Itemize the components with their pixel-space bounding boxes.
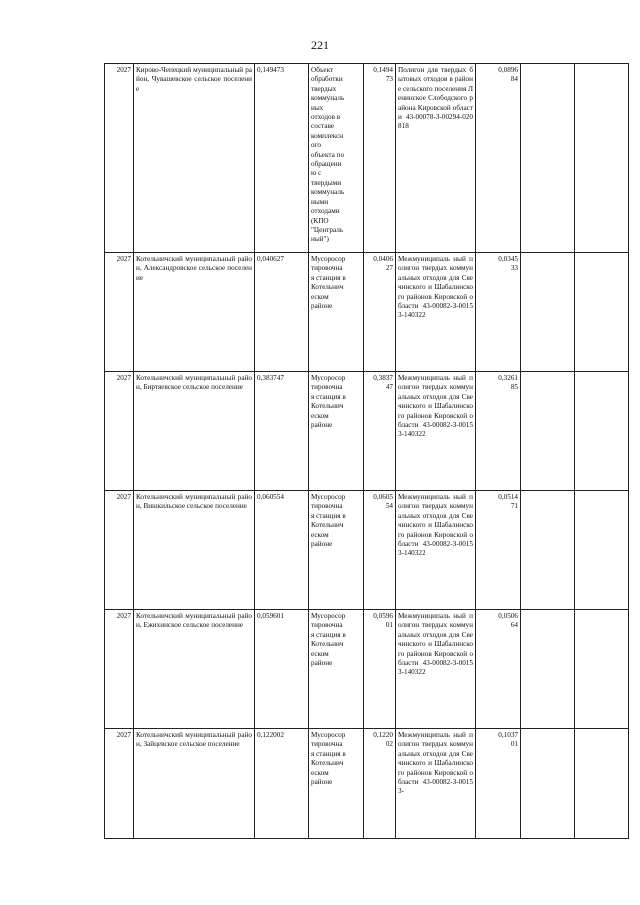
destination-cell: Полигон для твердых бытовых отходов в районе сельского поселения Ленинское Слободского района Кировской области 43-00078-З-00294-020818 (396, 64, 476, 253)
empty-cell (521, 64, 575, 253)
table-row (105, 64, 629, 253)
municipality-cell: Котельничский муниципальный район, Вишкильское сельское поселение (134, 491, 255, 610)
disposed-mass-cell: 0,0345 33 (476, 253, 521, 372)
empty-cell (575, 491, 629, 610)
year-cell: 2027 (105, 491, 134, 610)
destination-cell: Межмуниципаль ный полигон твердых коммунальных отходов для Свечинского и Шабалинского районов Кировской области 43-00082-З-00153-140322 (396, 491, 476, 610)
destination-cell: Межмуниципаль ный полигон твердых коммунальных отходов для Свечинского и Шабалинского районов Кировской области 43-00082-З-00153-140322 (396, 372, 476, 491)
destination-cell: Межмуниципаль ный полигон твердых коммунальных отходов для Свечинского и Шабалинского районов Кировской области 43-00082-З-00153-140322 (396, 253, 476, 372)
year-cell: 2027 (105, 610, 134, 729)
processing-object-cell: Мусоросор тировочна я станция в Котельнич еском районе (309, 372, 364, 491)
municipality-cell: Котельничский муниципальный район, Александровское сельское поселение (134, 253, 255, 372)
processing-object-cell: Объект обработки твердых коммуналь ных отходов в составе комплексн ого объекта по обращени ю с твердыми коммуналь ными отходами (КПО "Централь ный") (309, 64, 364, 253)
municipality-cell: Котельничский муниципальный район, Ежихинское сельское поселение (134, 610, 255, 729)
waste-mass-cell: 0,122002 (255, 729, 309, 839)
empty-cell (521, 253, 575, 372)
disposed-mass-cell: 0,1037 01 (476, 729, 521, 839)
processing-object-cell: Мусоросор тировочна я станция в Котельнич еском районе (309, 610, 364, 729)
waste-flow-table (104, 63, 629, 839)
empty-cell (521, 491, 575, 610)
empty-cell (521, 372, 575, 491)
municipality-cell: Кирово-Чепецкий муниципальный район, Чувашевское сельское поселение (134, 64, 255, 253)
processing-object-cell: Мусоросор тировочна я станция в Котельнич еском районе (309, 729, 364, 839)
year-cell: 2027 (105, 729, 134, 839)
year-cell: 2027 (105, 64, 134, 253)
table-row (105, 491, 629, 610)
page-number: 221 (311, 38, 329, 52)
empty-cell (575, 253, 629, 372)
empty-cell (575, 729, 629, 839)
processed-mass-cell: 0,3837 47 (364, 372, 396, 491)
municipality-cell: Котельничский муниципальный район, Зайцевское сельское поселение (134, 729, 255, 839)
waste-mass-cell: 0,060554 (255, 491, 309, 610)
processing-object-cell: Мусоросор тировочна я станция в Котельнич еском районе (309, 491, 364, 610)
waste-mass-cell: 0,383747 (255, 372, 309, 491)
waste-mass-cell: 0,040627 (255, 253, 309, 372)
disposed-mass-cell: 0,0896 84 (476, 64, 521, 253)
processed-mass-cell: 0,0605 54 (364, 491, 396, 610)
waste-mass-cell: 0,059601 (255, 610, 309, 729)
empty-cell (521, 610, 575, 729)
processing-object-cell: Мусоросор тировочна я станция в Котельнич еском районе (309, 253, 364, 372)
processed-mass-cell: 0,1494 73 (364, 64, 396, 253)
empty-cell (575, 372, 629, 491)
empty-cell (575, 64, 629, 253)
processed-mass-cell: 0,0406 27 (364, 253, 396, 372)
disposed-mass-cell: 0,0506 64 (476, 610, 521, 729)
year-cell: 2027 (105, 372, 134, 491)
table-row (105, 253, 629, 372)
empty-cell (521, 729, 575, 839)
table-row (105, 729, 629, 839)
disposed-mass-cell: 0,0514 71 (476, 491, 521, 610)
processed-mass-cell: 0,0596 01 (364, 610, 396, 729)
waste-mass-cell: 0,149473 (255, 64, 309, 253)
processed-mass-cell: 0,1220 02 (364, 729, 396, 839)
table-row (105, 610, 629, 729)
table-row (105, 372, 629, 491)
destination-cell: Межмуниципаль ный полигон твердых коммунальных отходов для Свечинского и Шабалинского районов Кировской области 43-00082-З-00153-140322 (396, 610, 476, 729)
municipality-cell: Котельничский муниципальный район, Биртяевское сельское поселение (134, 372, 255, 491)
destination-cell: Межмуниципаль ный полигон твердых коммунальных отходов для Свечинского и Шабалинского районов Кировской области 43-00082-З-00153- (396, 729, 476, 839)
year-cell: 2027 (105, 253, 134, 372)
disposed-mass-cell: 0,3261 85 (476, 372, 521, 491)
empty-cell (575, 610, 629, 729)
